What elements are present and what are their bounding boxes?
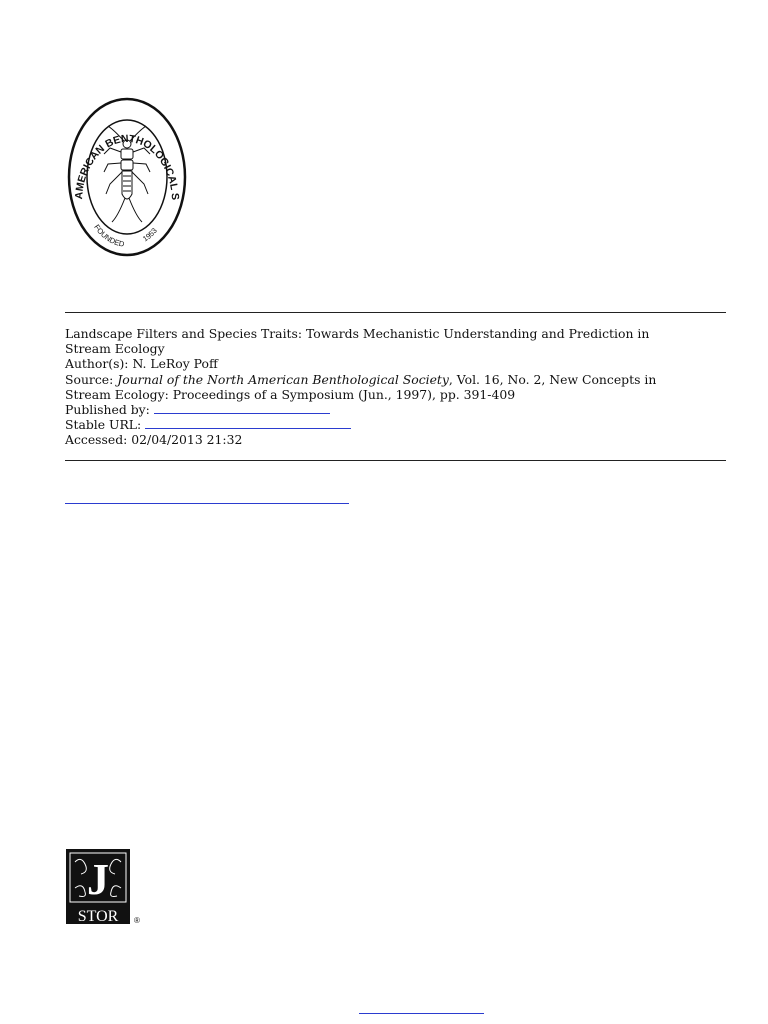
- nabs-seal-year: 1953: [141, 226, 159, 244]
- published-label: Published by:: [65, 402, 150, 418]
- accessed-label: Accessed:: [65, 432, 128, 448]
- terms-link[interactable]: [65, 503, 349, 504]
- nabs-seal-text: AMERICAN BENTHOLOGICAL S: [72, 132, 182, 201]
- bottom-divider: [65, 460, 726, 461]
- footer-link[interactable]: [359, 1013, 484, 1014]
- author-line: [65, 356, 729, 371]
- author-label: Author(s):: [65, 356, 129, 372]
- source-line-2: Stream Ecology: Proceedings of a Symposium (Jun., 1997), pp. 391-409: [65, 386, 516, 402]
- nabs-seal-svg: [62, 92, 192, 262]
- jstor-letter: J: [87, 855, 109, 904]
- jstor-wordmark: STOR: [77, 908, 119, 925]
- top-divider: [65, 312, 726, 313]
- accessed-date: 02/04/2013 21:32: [131, 432, 243, 448]
- article-metadata: [65, 326, 729, 448]
- stable-url-line: [65, 417, 729, 432]
- author-name: N. LeRoy Poff: [132, 356, 218, 372]
- stable-url-link[interactable]: [145, 418, 351, 429]
- source-label: Source:: [65, 371, 114, 387]
- article-title-line-1: Landscape Filters and Species Traits: Towards Mechanistic Understanding and Prediction in: [65, 326, 650, 341]
- nabs-seal-logo: [62, 92, 192, 262]
- source-line-1: [65, 372, 729, 387]
- source-details: , Vol. 16, No. 2, New Concepts in: [448, 371, 657, 387]
- registered-mark: ®: [134, 916, 140, 925]
- jstor-logo-svg: [65, 848, 145, 926]
- journal-name: Journal of the North American Benthological Society: [117, 371, 449, 387]
- published-by-line: [65, 402, 729, 417]
- stable-url-label: Stable URL:: [65, 417, 142, 433]
- publisher-link[interactable]: [154, 403, 330, 414]
- article-title-line-2: Stream Ecology: [65, 341, 165, 357]
- nabs-seal-founded: FOUNDED: [92, 222, 126, 249]
- jstor-logo: [65, 848, 145, 926]
- accessed-line: [65, 432, 729, 447]
